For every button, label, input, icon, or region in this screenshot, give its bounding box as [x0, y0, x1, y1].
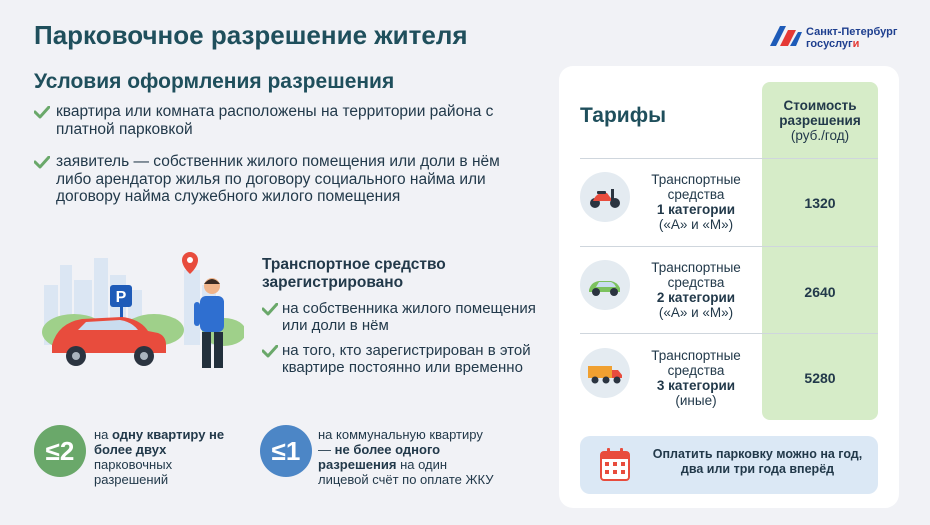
check-icon	[262, 303, 278, 316]
conditions-title: Условия оформления разрешения	[34, 70, 395, 93]
row-label-top: Транспортные средства	[651, 172, 741, 202]
condition-text: квартира или комната расположены на территории района с платной парковкой	[56, 103, 494, 138]
row-label-top: Транспортные средства	[651, 348, 741, 378]
registration-item	[262, 342, 552, 394]
row-label-top: Транспортные средства	[651, 260, 741, 290]
logo-line-2: госуслуг	[806, 38, 853, 50]
limit-text-part: на один лицевой счёт по оплате ЖКУ	[318, 457, 494, 487]
cost-header-title: Стоимость разрешения	[779, 98, 861, 128]
tariff-row-label	[636, 348, 756, 408]
svg-text:P: P	[115, 289, 127, 306]
cost-header-unit: (руб./год)	[790, 128, 850, 143]
divider	[580, 246, 878, 247]
limit-text-part: на	[94, 427, 113, 442]
limit-text-part: парковочных разрешений	[94, 457, 173, 487]
condition-item	[34, 153, 534, 225]
limit-text-bold: одну квартиру не более двух	[94, 427, 225, 457]
truck-icon	[580, 348, 630, 398]
tariff-price: 1320	[804, 195, 836, 211]
logo-mark-icon	[770, 24, 802, 46]
gosuslugi-logo	[770, 24, 910, 50]
scooter-icon	[580, 172, 630, 222]
limit-text-apartment	[94, 427, 244, 487]
limit-badge-two: ≤2	[34, 425, 86, 477]
divider	[580, 158, 878, 159]
car-icon	[580, 260, 630, 310]
row-label-sub: («А» и «М»)	[658, 305, 734, 320]
tariff-row-label	[636, 260, 756, 320]
vehicle-registration-title: Транспортное средство зарегистрировано	[262, 256, 446, 291]
logo-line-2-accent: и	[852, 38, 860, 50]
tariff-row-label	[636, 172, 756, 232]
logo-line-1: Санкт-Петербург	[806, 26, 898, 38]
tariffs-title: Тарифы	[580, 104, 667, 127]
calendar-icon	[600, 447, 630, 481]
limit-text-bold: не более одного разрешения	[318, 442, 441, 472]
registration-text: на того, кто зарегистрирован в этой квартире постоянно или временно	[282, 342, 531, 376]
row-label-category: 3 категории	[656, 378, 736, 393]
registration-item	[262, 300, 552, 336]
condition-item	[34, 103, 534, 143]
cost-header	[762, 98, 878, 143]
tariff-price: 2640	[804, 284, 836, 300]
limit-text-part: на коммунальную квартиру —	[318, 427, 483, 457]
row-label-sub: («А» и «М»)	[658, 217, 734, 232]
row-label-sub: (иные)	[675, 393, 717, 408]
tariff-price: 5280	[804, 370, 836, 386]
city-car-person-illustration	[34, 250, 244, 375]
registration-text: на собственника жилого помещения или доли в нём	[282, 300, 536, 334]
check-icon	[262, 345, 278, 358]
row-label-category: 1 категории	[656, 202, 736, 217]
row-label-category: 2 категории	[656, 290, 736, 305]
check-icon	[34, 106, 50, 119]
limit-text-communal	[318, 427, 498, 487]
condition-text: заявитель — собственник жилого помещения или доли в нём либо арендатор жилья по договору социального найма или договору найма служебного жилого помещения	[56, 153, 500, 205]
limit-badge-one: ≤1	[260, 425, 312, 477]
payment-note: Оплатить парковку можно на год, два или три года вперёд	[652, 447, 863, 476]
divider	[580, 333, 878, 334]
page-title: Парковочное разрешение жителя	[34, 20, 468, 50]
check-icon	[34, 156, 50, 169]
